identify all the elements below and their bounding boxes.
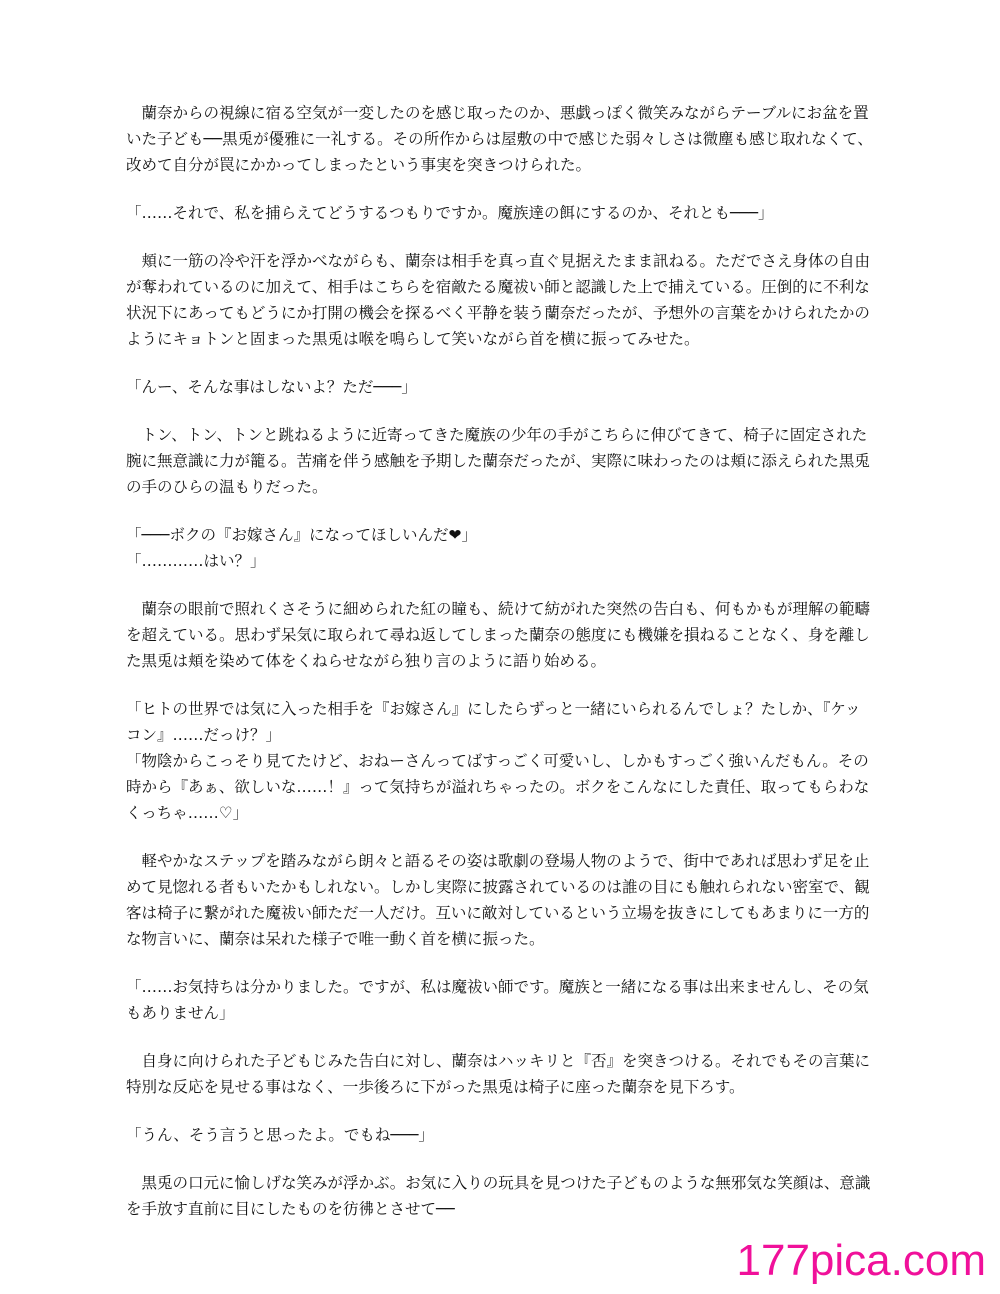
dialogue-line: 「…………はい？」 [126,552,266,570]
dialogue-line: 「ヒトの世界では気に入った相手を『お嫁さん』にしたらずっと一緒にいられるんでしょ？たしか、『ケッコン』……だっけ？」 [126,700,861,744]
paragraph: 黒兎の口元に愉しげな笑みが浮かぶ。お気に入りの玩具を見つけた子どものような無邪気な笑顔は、意識を手放す直前に目にしたものを彷彿とさせて── [126,1174,871,1218]
dialogue-line: 「んー、そんな事はしないよ？ただ───」 [126,378,417,396]
paragraph: 軽やかなステップを踏みながら朗々と語るその姿は歌劇の登場人物のようで、街中であれば思わず足を止めて見惚れる者もいたかもしれない。しかし実際に披露されているのは誰の目にも触れられない密室で、観客は椅子に繋がれた魔祓い師ただ一人だけ。互いに敵対しているという立場を抜きにしてもあまりに一方的な物言いに、蘭奈は呆れた様子で唯一動く首を横に振った。 [126,852,870,948]
dialogue-line: 「……お気持ちは分かりました。ですが、私は魔祓い師です。魔族と一緒になる事は出来ませんし、その気もありません」 [126,978,869,1022]
dialogue-line: 「物陰からこっそり見てたけど、おねーさんってばすっごく可愛いし、しかもすっごく強いんだもん。その時から『あぁ、欲しいな……！』って気持ちが溢れちゃったの。ボクをこんなにした責任、取ってもらわなくっちゃ……♡」 [126,752,870,822]
paragraph: 蘭奈からの視線に宿る空気が一変したのを感じ取ったのか、悪戯っぽく微笑みながらテーブルにお盆を置いた子ども──黒兎が優雅に一礼する。その所作からは屋敷の中で感じた弱々しさは微塵も感じ取れなくて、改めて自分が罠にかかってしまったという事実を突きつけられた。 [126,104,873,174]
dialogue-line: 「───ボクの『お嫁さん』になってほしいんだ❤」 [126,526,477,544]
text-body [126,100,876,1244]
dialogue-line: 「うん、そう言うと思ったよ。でもね───」 [126,1126,434,1144]
paragraph: トン、トン、トンと跳ねるように近寄ってきた魔族の少年の手がこちらに伸びてきて、椅子に固定された腕に無意識に力が籠る。苦痛を伴う感触を予期した蘭奈だったが、実際に味わったのは頬に添えられた黒兎の手のひらの温もりだった。 [126,426,870,496]
watermark-text: 177pica.com [736,1236,986,1285]
paragraph: 蘭奈の眼前で照れくさそうに細められた紅の瞳も、続けて紡がれた突然の告白も、何もかもが理解の範疇を超えている。思わず呆気に取られて尋ね返してしまった蘭奈の態度にも機嫌を損ねることなく、身を離した黒兎は頬を染めて体をくねらせながら独り言のように語り始める。 [126,600,871,670]
dialogue-line: 「……それで、私を捕らえてどうするつもりですか。魔族達の餌にするのか、それとも───」 [126,204,774,222]
paragraph: 自身に向けられた子どもじみた告白に対し、蘭奈はハッキリと『否』を突きつける。それでもその言葉に特別な反応を見せる事はなく、一歩後ろに下がった黒兎は椅子に座った蘭奈を見下ろす。 [126,1052,871,1096]
paragraph: 頬に一筋の冷や汗を浮かべながらも、蘭奈は相手を真っ直ぐ見据えたまま訊ねる。ただでさえ身体の自由が奪われているのに加えて、相手はこちらを宿敵たる魔祓い師と認識した上で捕えている。圧倒的に不利な状況下にあってもどうにか打開の機会を探るべく平静を装う蘭奈だったが、予想外の言葉をかけられたかのようにキョトンと固まった黒兎は喉を鳴らして笑いながら首を横に振ってみせた。 [126,252,871,348]
